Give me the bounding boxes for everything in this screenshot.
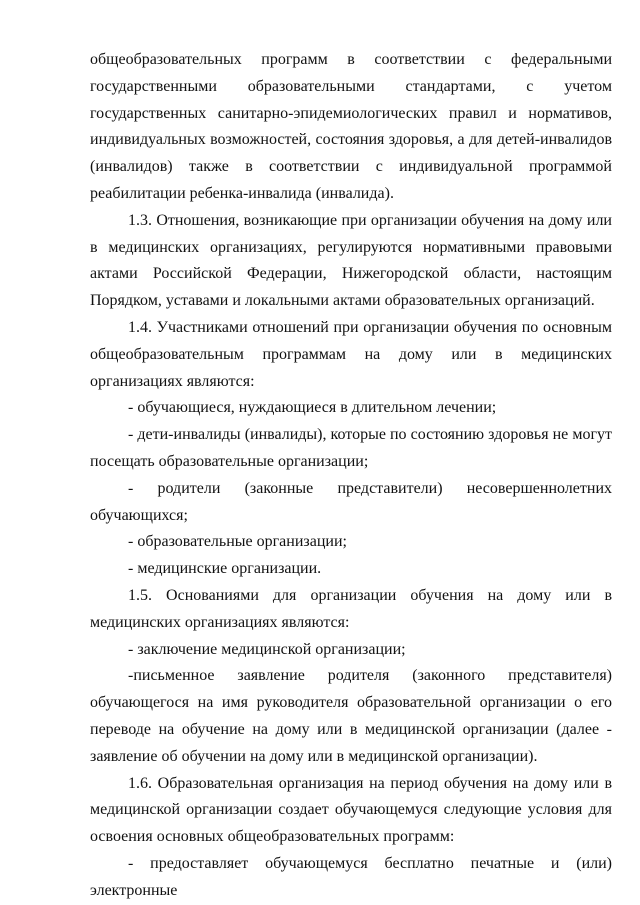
list-item-written-application: -письменное заявление родителя (законного представителя) обучающегося на имя руководителя образовательной организации о его переводе на обучение на дому или в медицинской организации (далее - заявление об обучении на дому или в медицинской организации). xyxy=(90,667,612,765)
paragraph-1-4: 1.4. Участниками отношений при организации обучения по основным общеобразовательным программам на дому или в медицинских организациях являются: xyxy=(90,318,612,390)
paragraph-1-5: 1.5. Основаниями для организации обучения на дому или в медицинских организациях являются: xyxy=(90,586,612,631)
list-item-students: - обучающиеся, нуждающиеся в длительном лечении; xyxy=(128,399,497,417)
list-item-provides-materials: - предоставляет обучающемуся бесплатно печатные и (или) электронные xyxy=(90,854,612,899)
list-item-disabled-children: - дети-инвалиды (инвалиды), которые по состоянию здоровья не могут посещать образовательные организации; xyxy=(90,426,612,470)
document-body xyxy=(90,47,612,905)
paragraph-1-6: 1.6. Образовательная организация на период обучения на дому или в медицинской организации создает обучающемуся следующие условия для освоения основных общеобразовательных программ: xyxy=(90,774,612,846)
list-item-educational-organizations: - образовательные организации; xyxy=(128,533,347,551)
list-item-medical-organizations: - медицинские организации. xyxy=(128,560,322,578)
paragraph-continuation: общеобразовательных программ в соответствии с федеральными государственными образовательными стандартами, с учетом государственных санитарно-эпидемиологических правил и нормативов, индивидуальных возможностей, состояния здоровья, а для детей-инвалидов (инвалидов) также в соответствии с индивидуальной программой реабилитации ребенка-инвалида (инвалида). xyxy=(90,51,612,202)
paragraph-1-3: 1.3. Отношения, возникающие при организации обучения на дому или в медицинских организациях, регулируются нормативными правовыми актами Российской Федерации, Нижегородской области, настоящим Порядком, уставами и локальными актами образовательных организаций. xyxy=(90,211,612,310)
list-item-parents: - родители (законные представители) несовершеннолетних обучающихся; xyxy=(90,479,612,524)
list-item-medical-conclusion: - заключение медицинской организации; xyxy=(128,640,406,658)
